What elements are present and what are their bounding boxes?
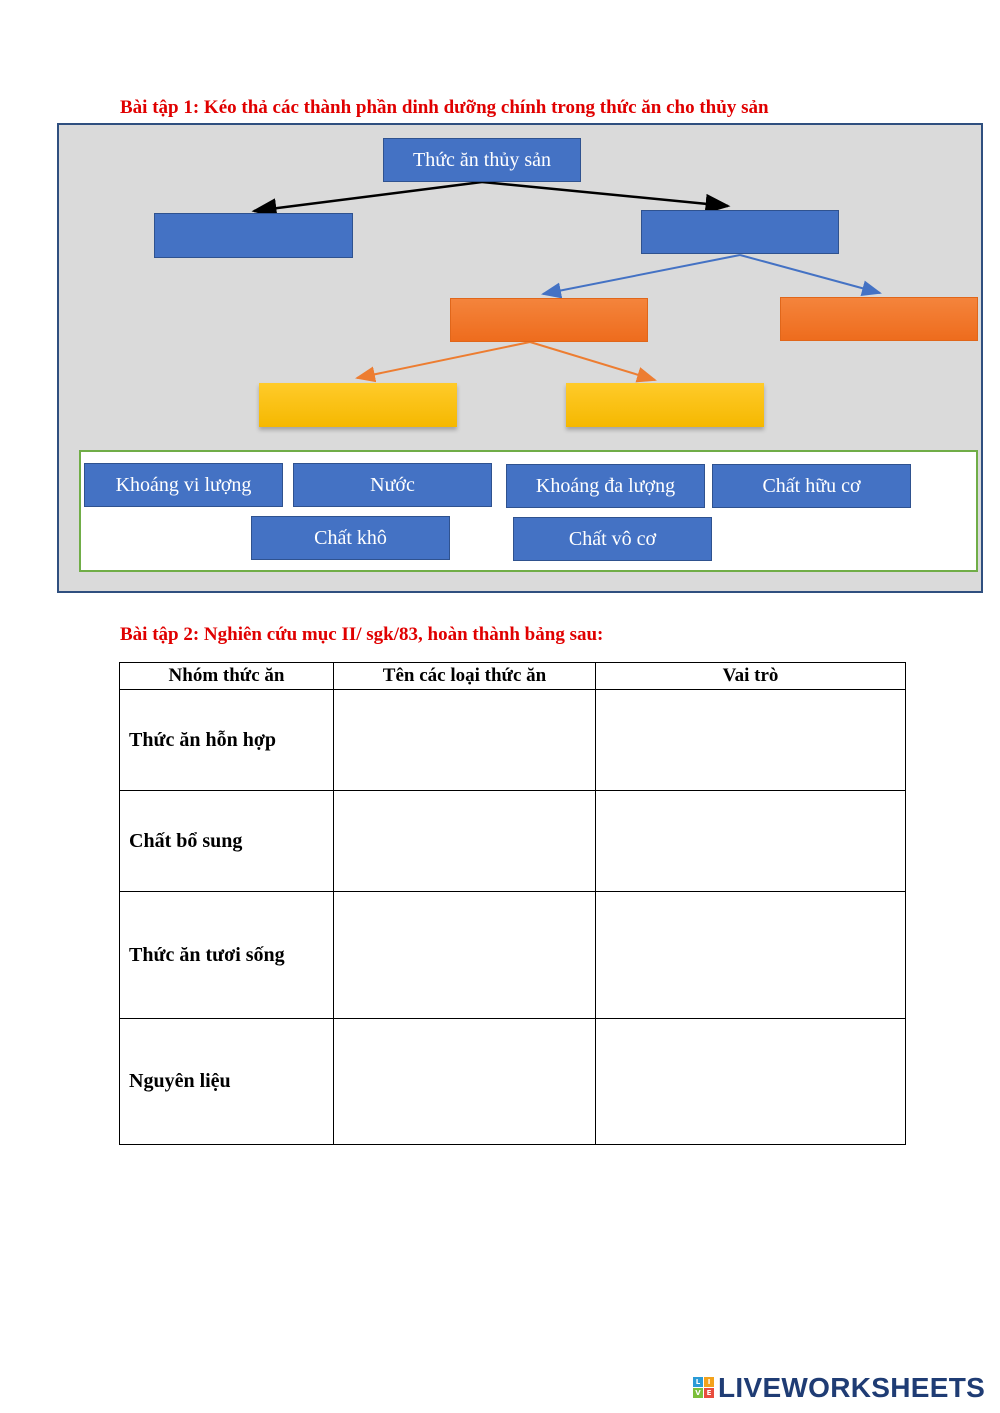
drop-zone-level1-left[interactable] (154, 213, 353, 258)
table-row (120, 690, 906, 791)
table-header-row (120, 663, 906, 690)
liveworksheets-logo (693, 1372, 985, 1404)
exercise-2-title: Bài tập 2: Nghiên cứu mục II/ sgk/83, hoàn thành bảng sau: (120, 624, 604, 645)
chip-chat-huu-co[interactable]: Chất hữu cơ (712, 464, 911, 508)
answer-cell-names[interactable] (334, 791, 596, 892)
exercise-1-title: Bài tập 1: Kéo thả các thành phần dinh dưỡng chính trong thức ăn cho thủy sản (120, 97, 769, 118)
answer-cell-role[interactable] (596, 690, 906, 791)
answer-cell-names[interactable] (334, 892, 596, 1019)
table-row (120, 791, 906, 892)
chip-nuoc[interactable]: Nước (293, 463, 492, 507)
root-node: Thức ăn thủy sản (383, 138, 581, 182)
table-row (120, 1019, 906, 1145)
chip-chat-vo-co[interactable]: Chất vô cơ (513, 517, 712, 561)
row-label: Thức ăn hỗn hợp (120, 690, 334, 791)
answer-cell-role[interactable] (596, 1019, 906, 1145)
table-row (120, 892, 906, 1019)
answer-cell-names[interactable] (334, 1019, 596, 1145)
row-label: Chất bổ sung (120, 791, 334, 892)
chip-khoang-da-luong[interactable]: Khoáng đa lượng (506, 464, 705, 508)
chip-chat-kho[interactable]: Chất khô (251, 516, 450, 560)
drop-zone-level1-right[interactable] (641, 210, 839, 254)
answer-cell-names[interactable] (334, 690, 596, 791)
drop-zone-level3-right[interactable] (566, 383, 764, 427)
answer-cell-role[interactable] (596, 791, 906, 892)
chip-khoang-vi-luong[interactable]: Khoáng vi lượng (84, 463, 283, 507)
header-role: Vai trò (596, 663, 906, 690)
drop-zone-level3-left[interactable] (259, 383, 457, 427)
answer-cell-role[interactable] (596, 892, 906, 1019)
row-label: Nguyên liệu (120, 1019, 334, 1145)
row-label: Thức ăn tươi sống (120, 892, 334, 1019)
drop-zone-level2-right[interactable] (780, 297, 978, 341)
header-food-names: Tên các loại thức ăn (334, 663, 596, 690)
drop-zone-level2-left[interactable] (450, 298, 648, 342)
logo-text: LIVEWORKSHEETS (718, 1372, 986, 1403)
header-food-group: Nhóm thức ăn (120, 663, 334, 690)
food-table (119, 662, 906, 1145)
logo-mark-icon: L I V E (693, 1377, 715, 1399)
